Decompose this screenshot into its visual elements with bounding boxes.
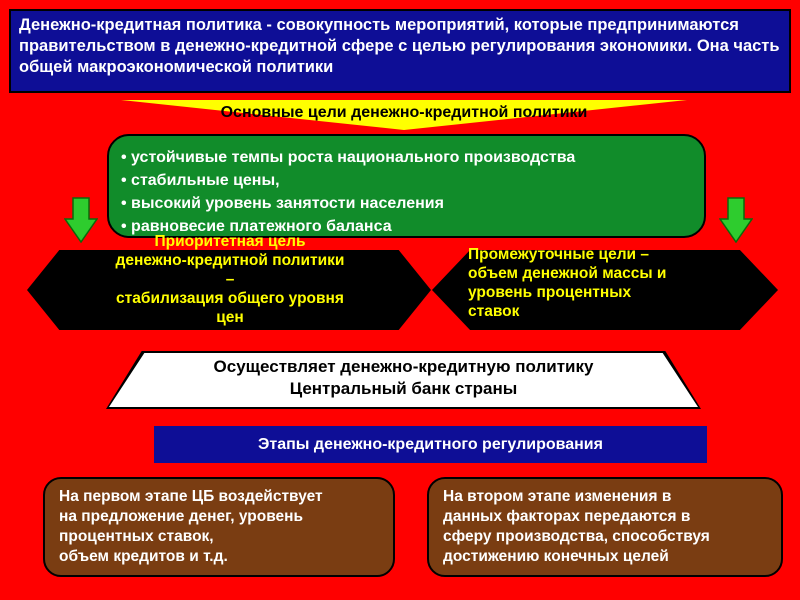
goal-item: • высокий уровень занятости населения bbox=[121, 195, 444, 212]
stage-one-line: на предложение денег, уровень bbox=[59, 508, 304, 525]
priority-goal-text bbox=[60, 232, 400, 327]
goal-item: • стабильные цены, bbox=[121, 172, 280, 189]
intermediate-line: уровень процентных bbox=[468, 284, 632, 301]
goal-item: • устойчивые темпы роста национального производства bbox=[121, 149, 576, 166]
priority-line: денежно-кредитной политики bbox=[115, 252, 345, 269]
stage-one-line: процентных ставок, bbox=[59, 528, 214, 545]
stage-two-line: сферу производства, способствуя bbox=[443, 528, 710, 545]
stage-one-box bbox=[43, 477, 395, 577]
main-goals-list bbox=[107, 134, 706, 238]
goals-header-label: Основные цели денежно-кредитной политики bbox=[220, 104, 588, 121]
intermediate-goals-text bbox=[468, 245, 758, 321]
stage-two-line: На втором этапе изменения в bbox=[443, 488, 672, 505]
intermediate-line: объем денежной массы и bbox=[468, 265, 667, 282]
priority-line: стабилизация общего уровня bbox=[116, 290, 344, 307]
central-bank-line: Центральный банк страны bbox=[289, 379, 518, 398]
priority-line: Приоритетная цель bbox=[154, 233, 306, 250]
central-bank-line: Осуществляет денежно-кредитную политику bbox=[213, 357, 594, 376]
definition-text: Денежно-кредитная политика - совокупность мероприятий, которые предпринимаются правительством в денежно-кредитной сфере с целью регулирования экономики. Она часть общей макроэкономической политики bbox=[19, 16, 780, 76]
stage-one-line: объем кредитов и т.д. bbox=[59, 548, 228, 565]
stage-one-line: На первом этапе ЦБ воздействует bbox=[59, 488, 323, 505]
stage-two-line: данных факторах передаются в bbox=[443, 508, 691, 525]
stages-header bbox=[154, 426, 707, 463]
central-bank-text bbox=[106, 356, 701, 400]
stage-two-box bbox=[427, 477, 783, 577]
intermediate-line: Промежуточные цели – bbox=[468, 246, 649, 263]
definition-box bbox=[9, 9, 791, 93]
goal-item: • равновесие платежного баланса bbox=[121, 218, 392, 235]
intermediate-line: ставок bbox=[468, 303, 520, 320]
stages-header-label: Этапы денежно-кредитного регулирования bbox=[258, 436, 603, 453]
right-down-arrow-icon bbox=[719, 197, 753, 243]
priority-line: – bbox=[225, 271, 235, 288]
stage-two-line: достижению конечных целей bbox=[443, 548, 669, 565]
priority-line: цен bbox=[216, 309, 244, 326]
